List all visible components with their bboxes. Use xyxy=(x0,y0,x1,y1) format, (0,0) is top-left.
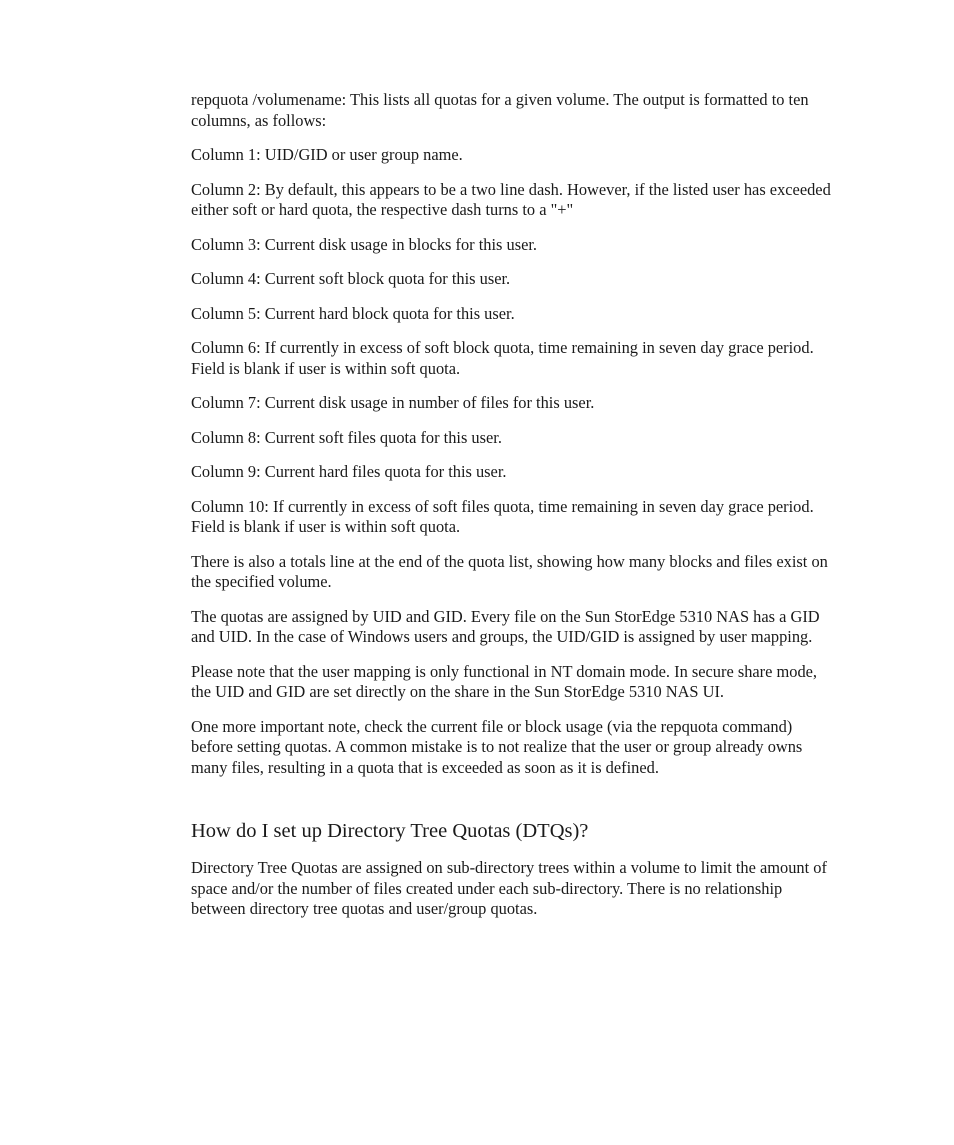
totals-line-paragraph: There is also a totals line at the end of the quota list, showing how many blocks and files exist on the specified volume. xyxy=(191,551,828,591)
column-2-paragraph: Column 2: By default, this appears to be a two line dash. However, if the listed user has exceeded either soft or hard quota, the respective dash turns to a "+" xyxy=(191,179,831,219)
column-6-paragraph: Column 6: If currently in excess of soft block quota, time remaining in seven day grace period. Field is blank if user is within soft quota. xyxy=(191,338,814,378)
column-9-paragraph: Column 9: Current hard files quota for this user. xyxy=(191,462,507,481)
column-4-paragraph: Column 4: Current soft block quota for this user. xyxy=(191,269,511,288)
column-7-paragraph: Column 7: Current disk usage in number of files for this user. xyxy=(191,393,595,412)
important-note-paragraph: One more important note, check the current file or block usage (via the repquota command) before setting quotas. A common mistake is to not realize that the user or group already owns many files, resulting in a quota that is exceeded as soon as it is defined. xyxy=(191,716,803,777)
uid-gid-paragraph: The quotas are assigned by UID and GID. Every file on the Sun StorEdge 5310 NAS has a GID and UID. In the case of Windows users and groups, the UID/GID is assigned by user mapping. xyxy=(191,606,820,646)
column-8-paragraph: Column 8: Current soft files quota for this user. xyxy=(191,427,502,447)
column-3-paragraph: Column 3: Current disk usage in blocks for this user. xyxy=(191,234,537,254)
column-1-paragraph: Column 1: UID/GID or user group name. xyxy=(191,145,463,164)
column-10-paragraph: Column 10: If currently in excess of soft files quota, time remaining in seven day grace period. Field is blank if user is within soft quota. xyxy=(191,496,814,536)
document-page xyxy=(191,90,836,934)
repquota-intro-paragraph: repquota /volumename: This lists all quotas for a given volume. The output is formatted to ten columns, as follows: xyxy=(191,90,809,130)
user-mapping-note-paragraph: Please note that the user mapping is only functional in NT domain mode. In secure share mode, the UID and GID are set directly on the share in the Sun StorEdge 5310 NAS UI. xyxy=(191,661,818,701)
column-5-paragraph: Column 5: Current hard block quota for this user. xyxy=(191,303,515,323)
dtq-section-body: Directory Tree Quotas are assigned on sub-directory trees within a volume to limit the amount of space and/or the number of files created under each sub-directory. There is no relationship between directory tree quotas and user/group quotas. xyxy=(191,858,827,918)
dtq-section-heading: How do I set up Directory Tree Quotas (DTQs)? xyxy=(191,820,589,842)
